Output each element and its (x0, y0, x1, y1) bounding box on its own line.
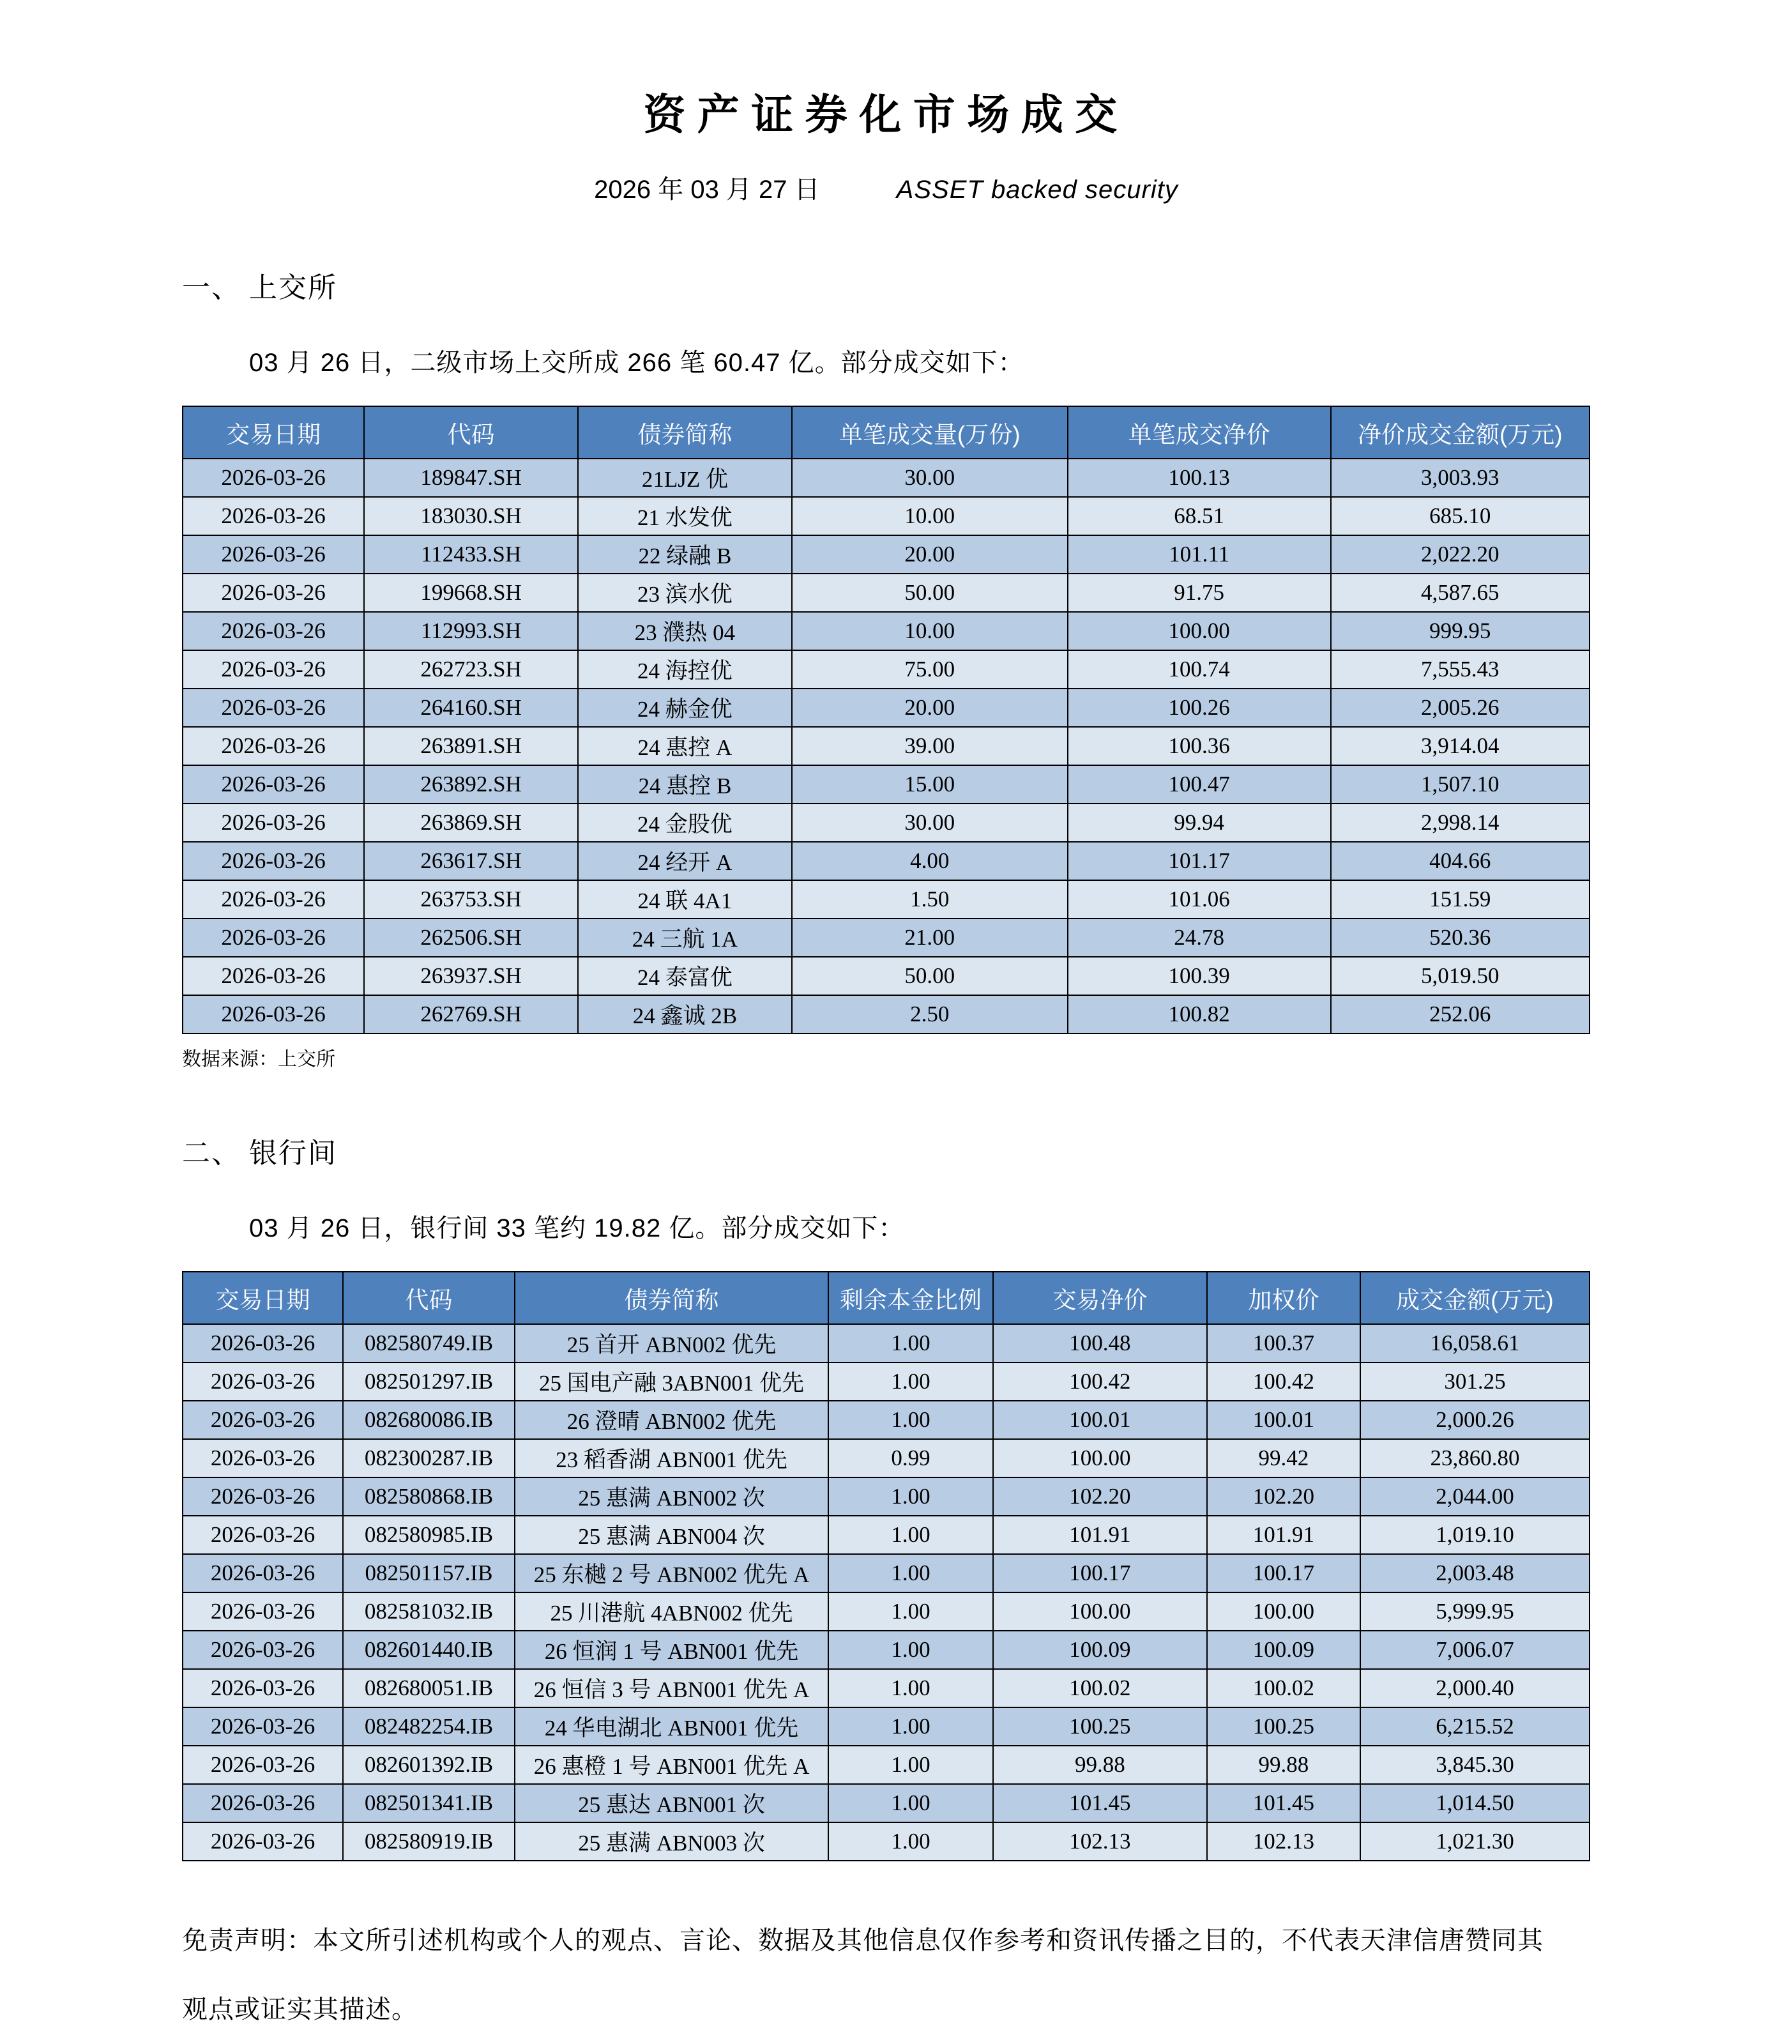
table-cell: 100.42 (993, 1362, 1207, 1401)
table-cell: 999.95 (1331, 612, 1590, 650)
table-cell: 24 惠控 B (578, 765, 792, 804)
table-row (183, 995, 1590, 1033)
table-cell: 100.00 (993, 1439, 1207, 1477)
table-cell: 25 东樾 2 号 ABN002 优先 A (515, 1554, 828, 1592)
table-cell: 3,003.93 (1331, 459, 1590, 497)
table-cell: 102.20 (1207, 1477, 1360, 1516)
table-cell: 082580868.IB (343, 1477, 515, 1516)
table-cell: 39.00 (792, 727, 1068, 765)
table-cell: 26 恒信 3 号 ABN001 优先 A (515, 1669, 828, 1707)
table-cell: 100.25 (1207, 1707, 1360, 1746)
table-cell: 2026-03-26 (183, 1707, 343, 1746)
table-cell: 189847.SH (364, 459, 578, 497)
table-cell: 2,022.20 (1331, 535, 1590, 574)
table-cell: 24 经开 A (578, 842, 792, 880)
table-cell: 100.17 (1207, 1554, 1360, 1592)
table-cell: 75.00 (792, 650, 1068, 689)
table-cell: 1.00 (828, 1669, 993, 1707)
table-cell: 1.50 (792, 880, 1068, 919)
table-cell: 2026-03-26 (183, 1401, 343, 1439)
table-cell: 0.99 (828, 1439, 993, 1477)
table-row (183, 957, 1590, 995)
section-index: 二、 (182, 1138, 241, 1170)
table-cell: 2026-03-26 (183, 727, 364, 765)
column-header: 债券简称 (578, 406, 792, 459)
table-cell: 112993.SH (364, 612, 578, 650)
table-cell: 23,860.80 (1360, 1439, 1590, 1477)
table-cell: 24.78 (1068, 919, 1331, 957)
table-row (183, 689, 1590, 727)
table-cell: 263892.SH (364, 765, 578, 804)
table-cell: 082581032.IB (343, 1592, 515, 1631)
table-cell: 24 惠控 A (578, 727, 792, 765)
table-cell: 25 首开 ABN002 优先 (515, 1324, 828, 1362)
table-cell: 24 海控优 (578, 650, 792, 689)
table-cell: 100.42 (1207, 1362, 1360, 1401)
table-row (183, 1784, 1590, 1822)
table-cell: 100.47 (1068, 765, 1331, 804)
table-cell: 99.88 (1207, 1746, 1360, 1784)
data-source-note: 数据来源：上交所 (182, 1049, 335, 1071)
table-cell: 102.13 (1207, 1822, 1360, 1861)
column-header: 代码 (364, 406, 578, 459)
table-cell: 100.01 (1207, 1401, 1360, 1439)
table-cell: 24 泰富优 (578, 957, 792, 995)
table-cell: 2026-03-26 (183, 1477, 343, 1516)
table-cell: 520.36 (1331, 919, 1590, 957)
table-cell: 100.39 (1068, 957, 1331, 995)
table-cell: 100.02 (1207, 1669, 1360, 1707)
table-cell: 2026-03-26 (183, 765, 364, 804)
table-cell: 2026-03-26 (183, 689, 364, 727)
table-cell: 25 惠满 ABN002 次 (515, 1477, 828, 1516)
table-cell: 25 惠达 ABN001 次 (515, 1784, 828, 1822)
table-cell: 2026-03-26 (183, 1784, 343, 1822)
table-cell: 10.00 (792, 497, 1068, 535)
table-cell: 2026-03-26 (183, 612, 364, 650)
table-cell: 252.06 (1331, 995, 1590, 1033)
table-cell: 101.91 (1207, 1516, 1360, 1554)
table-cell: 2026-03-26 (183, 995, 364, 1033)
table-cell: 263617.SH (364, 842, 578, 880)
table-cell: 22 绿融 B (578, 535, 792, 574)
table-cell: 100.37 (1207, 1324, 1360, 1362)
table-cell: 102.20 (993, 1477, 1207, 1516)
table-cell: 2,000.26 (1360, 1401, 1590, 1439)
table-cell: 100.25 (993, 1707, 1207, 1746)
table-cell: 101.91 (993, 1516, 1207, 1554)
section-index: 一、 (182, 272, 241, 304)
column-header: 成交金额(万元) (1360, 1272, 1590, 1324)
table-cell: 21 水发优 (578, 497, 792, 535)
table-cell: 1.00 (828, 1631, 993, 1669)
table-cell: 100.00 (993, 1592, 1207, 1631)
table-cell: 7,006.07 (1360, 1631, 1590, 1669)
table-cell: 2,000.40 (1360, 1669, 1590, 1707)
table-cell: 21.00 (792, 919, 1068, 957)
table-cell: 263891.SH (364, 727, 578, 765)
table-cell: 30.00 (792, 804, 1068, 842)
table-cell: 262506.SH (364, 919, 578, 957)
table-cell: 1.00 (828, 1554, 993, 1592)
table-row (183, 459, 1590, 497)
table-cell: 16,058.61 (1360, 1324, 1590, 1362)
section-heading-sse (182, 264, 1590, 305)
table-cell: 082501297.IB (343, 1362, 515, 1401)
table-cell: 50.00 (792, 574, 1068, 612)
subtitle-english: ASSET backed security (896, 176, 1178, 204)
table-cell: 15.00 (792, 765, 1068, 804)
table-cell: 23 滨水优 (578, 574, 792, 612)
table-cell: 2026-03-26 (183, 459, 364, 497)
table-row (183, 1707, 1590, 1746)
table-cell: 2026-03-26 (183, 497, 364, 535)
table-header-row (183, 1272, 1590, 1324)
report-date: 2026 年 03 月 27 日 (594, 176, 820, 204)
table-row (183, 1746, 1590, 1784)
column-header: 债券简称 (515, 1272, 828, 1324)
table-cell: 183030.SH (364, 497, 578, 535)
table-row (183, 1554, 1590, 1592)
interbank-trades-table (182, 1271, 1590, 1861)
table-cell: 101.06 (1068, 880, 1331, 919)
section-name: 银行间 (249, 1138, 337, 1170)
column-header: 代码 (343, 1272, 515, 1324)
table-cell: 2026-03-26 (183, 1631, 343, 1669)
table-row (183, 842, 1590, 880)
table-cell: 100.74 (1068, 650, 1331, 689)
table-cell: 112433.SH (364, 535, 578, 574)
table-cell: 23 稻香湖 ABN001 优先 (515, 1439, 828, 1477)
table-cell: 262769.SH (364, 995, 578, 1033)
table-cell: 1.00 (828, 1592, 993, 1631)
table-row (183, 1822, 1590, 1861)
table-cell: 082601440.IB (343, 1631, 515, 1669)
table-cell: 100.09 (993, 1631, 1207, 1669)
table-cell: 101.45 (1207, 1784, 1360, 1822)
section-name: 上交所 (249, 272, 337, 304)
column-header: 交易日期 (183, 406, 364, 459)
table-row (183, 880, 1590, 919)
table-cell: 26 惠橙 1 号 ABN001 优先 A (515, 1746, 828, 1784)
table-cell: 2026-03-26 (183, 919, 364, 957)
table-cell: 24 鑫诚 2B (578, 995, 792, 1033)
table-cell: 082300287.IB (343, 1439, 515, 1477)
page-title: 资产证券化市场成交 (643, 91, 1129, 138)
table-cell: 10.00 (792, 612, 1068, 650)
table-cell: 25 惠满 ABN004 次 (515, 1516, 828, 1554)
table-cell: 3,914.04 (1331, 727, 1590, 765)
table-row (183, 1439, 1590, 1477)
table-cell: 100.09 (1207, 1631, 1360, 1669)
table-cell: 99.94 (1068, 804, 1331, 842)
table-cell: 1.00 (828, 1516, 993, 1554)
table-cell: 6,215.52 (1360, 1707, 1590, 1746)
table-cell: 5,999.95 (1360, 1592, 1590, 1631)
table-cell: 21LJZ 优 (578, 459, 792, 497)
table-cell: 50.00 (792, 957, 1068, 995)
table-cell: 1.00 (828, 1784, 993, 1822)
table-row (183, 612, 1590, 650)
table-cell: 99.88 (993, 1746, 1207, 1784)
table-cell: 263753.SH (364, 880, 578, 919)
table-row (183, 1516, 1590, 1554)
table-cell: 1,014.50 (1360, 1784, 1590, 1822)
table-cell: 4,587.65 (1331, 574, 1590, 612)
table-cell: 4.00 (792, 842, 1068, 880)
table-cell: 26 澄晴 ABN002 优先 (515, 1401, 828, 1439)
table-row (183, 1324, 1590, 1362)
table-cell: 25 惠满 ABN003 次 (515, 1822, 828, 1861)
column-header: 单笔成交量(万份) (792, 406, 1068, 459)
table-cell: 100.48 (993, 1324, 1207, 1362)
column-header: 单笔成交净价 (1068, 406, 1331, 459)
table-cell: 2026-03-26 (183, 574, 364, 612)
table-cell: 2026-03-26 (183, 804, 364, 842)
table-cell: 151.59 (1331, 880, 1590, 919)
disclaimer-text: 免责声明：本文所引述机构或个人的观点、言论、数据及其他信息仅作参考和资讯传播之目的，不代表天津信唐赞同其观点或证实其描述。 (182, 1926, 1544, 2024)
table-cell: 301.25 (1360, 1362, 1590, 1401)
table-cell: 082580919.IB (343, 1822, 515, 1861)
table-cell: 2026-03-26 (183, 1516, 343, 1554)
table-header-row (183, 406, 1590, 459)
table-cell: 5,019.50 (1331, 957, 1590, 995)
table-cell: 2026-03-26 (183, 842, 364, 880)
table-cell: 263869.SH (364, 804, 578, 842)
table-cell: 100.02 (993, 1669, 1207, 1707)
table-cell: 199668.SH (364, 574, 578, 612)
table-cell: 7,555.43 (1331, 650, 1590, 689)
table-cell: 2026-03-26 (183, 535, 364, 574)
table-cell: 404.66 (1331, 842, 1590, 880)
table-row (183, 1362, 1590, 1401)
table-cell: 2026-03-26 (183, 957, 364, 995)
table-cell: 2026-03-26 (183, 1746, 343, 1784)
table-row (183, 765, 1590, 804)
table-row (183, 727, 1590, 765)
table-cell: 68.51 (1068, 497, 1331, 535)
table-cell: 2026-03-26 (183, 650, 364, 689)
table-cell: 082482254.IB (343, 1707, 515, 1746)
table-cell: 2026-03-26 (183, 1324, 343, 1362)
table-cell: 24 金股优 (578, 804, 792, 842)
table-cell: 1.00 (828, 1707, 993, 1746)
table-cell: 263937.SH (364, 957, 578, 995)
date-line (182, 169, 1590, 206)
table-cell: 91.75 (1068, 574, 1331, 612)
table-cell: 25 国电产融 3ABN001 优先 (515, 1362, 828, 1401)
table-cell: 082501341.IB (343, 1784, 515, 1822)
table-cell: 3,845.30 (1360, 1746, 1590, 1784)
table-cell: 2026-03-26 (183, 1822, 343, 1861)
table-cell: 20.00 (792, 689, 1068, 727)
column-header: 交易净价 (993, 1272, 1207, 1324)
column-header: 交易日期 (183, 1272, 343, 1324)
table-cell: 1,019.10 (1360, 1516, 1590, 1554)
table-cell: 2026-03-26 (183, 1669, 343, 1707)
table-cell: 25 川港航 4ABN002 优先 (515, 1592, 828, 1631)
section-heading-interbank (182, 1130, 1590, 1171)
table-cell: 23 濮热 04 (578, 612, 792, 650)
table-cell: 685.10 (1331, 497, 1590, 535)
table-cell: 264160.SH (364, 689, 578, 727)
table-cell: 082501157.IB (343, 1554, 515, 1592)
table-cell: 1.00 (828, 1324, 993, 1362)
table-cell: 100.00 (1068, 612, 1331, 650)
table-cell: 2,005.26 (1331, 689, 1590, 727)
table-cell: 1.00 (828, 1822, 993, 1861)
table-cell: 082680086.IB (343, 1401, 515, 1439)
table-cell: 101.11 (1068, 535, 1331, 574)
table-row (183, 574, 1590, 612)
table-cell: 2026-03-26 (183, 880, 364, 919)
table-cell: 24 联 4A1 (578, 880, 792, 919)
table-cell: 101.45 (993, 1784, 1207, 1822)
table-row (183, 1631, 1590, 1669)
table-cell: 2,003.48 (1360, 1554, 1590, 1592)
table-cell: 102.13 (993, 1822, 1207, 1861)
table-cell: 262723.SH (364, 650, 578, 689)
sse-trades-table (182, 406, 1590, 1034)
table-row (183, 804, 1590, 842)
table-cell: 30.00 (792, 459, 1068, 497)
table-cell: 100.82 (1068, 995, 1331, 1033)
table-cell: 2026-03-26 (183, 1554, 343, 1592)
table-cell: 2026-03-26 (183, 1592, 343, 1631)
table-row (183, 919, 1590, 957)
table-cell: 2,044.00 (1360, 1477, 1590, 1516)
table-cell: 24 华电湖北 ABN001 优先 (515, 1707, 828, 1746)
table-cell: 1.00 (828, 1401, 993, 1439)
table-cell: 100.13 (1068, 459, 1331, 497)
table-cell: 99.42 (1207, 1439, 1360, 1477)
table-row (183, 535, 1590, 574)
table-cell: 1.00 (828, 1362, 993, 1401)
table-cell: 2.50 (792, 995, 1068, 1033)
table-cell: 100.17 (993, 1554, 1207, 1592)
table-cell: 26 恒润 1 号 ABN001 优先 (515, 1631, 828, 1669)
table-cell: 1,021.30 (1360, 1822, 1590, 1861)
table-row (183, 497, 1590, 535)
table-cell: 101.17 (1068, 842, 1331, 880)
table-cell: 082580985.IB (343, 1516, 515, 1554)
table-cell: 2026-03-26 (183, 1439, 343, 1477)
table-cell: 082680051.IB (343, 1669, 515, 1707)
table-cell: 082580749.IB (343, 1324, 515, 1362)
table-cell: 082601392.IB (343, 1746, 515, 1784)
column-header: 加权价 (1207, 1272, 1360, 1324)
table-cell: 24 赫金优 (578, 689, 792, 727)
table-cell: 20.00 (792, 535, 1068, 574)
column-header: 剩余本金比例 (828, 1272, 993, 1324)
table-row (183, 1477, 1590, 1516)
table-cell: 24 三航 1A (578, 919, 792, 957)
table-cell: 100.00 (1207, 1592, 1360, 1631)
table-row (183, 650, 1590, 689)
table-cell: 2,998.14 (1331, 804, 1590, 842)
section-intro-sse: 03 月 26 日，二级市场上交所成 266 笔 60.47 亿。部分成交如下： (249, 349, 1024, 378)
table-cell: 100.26 (1068, 689, 1331, 727)
table-cell: 100.01 (993, 1401, 1207, 1439)
table-cell: 1,507.10 (1331, 765, 1590, 804)
table-cell: 1.00 (828, 1746, 993, 1784)
table-row (183, 1401, 1590, 1439)
column-header: 净价成交金额(万元) (1331, 406, 1590, 459)
table-row (183, 1669, 1590, 1707)
table-cell: 2026-03-26 (183, 1362, 343, 1401)
section-intro-interbank: 03 月 26 日，银行间 33 笔约 19.82 亿。部分成交如下： (249, 1214, 905, 1243)
table-row (183, 1592, 1590, 1631)
table-cell: 1.00 (828, 1477, 993, 1516)
table-cell: 100.36 (1068, 727, 1331, 765)
